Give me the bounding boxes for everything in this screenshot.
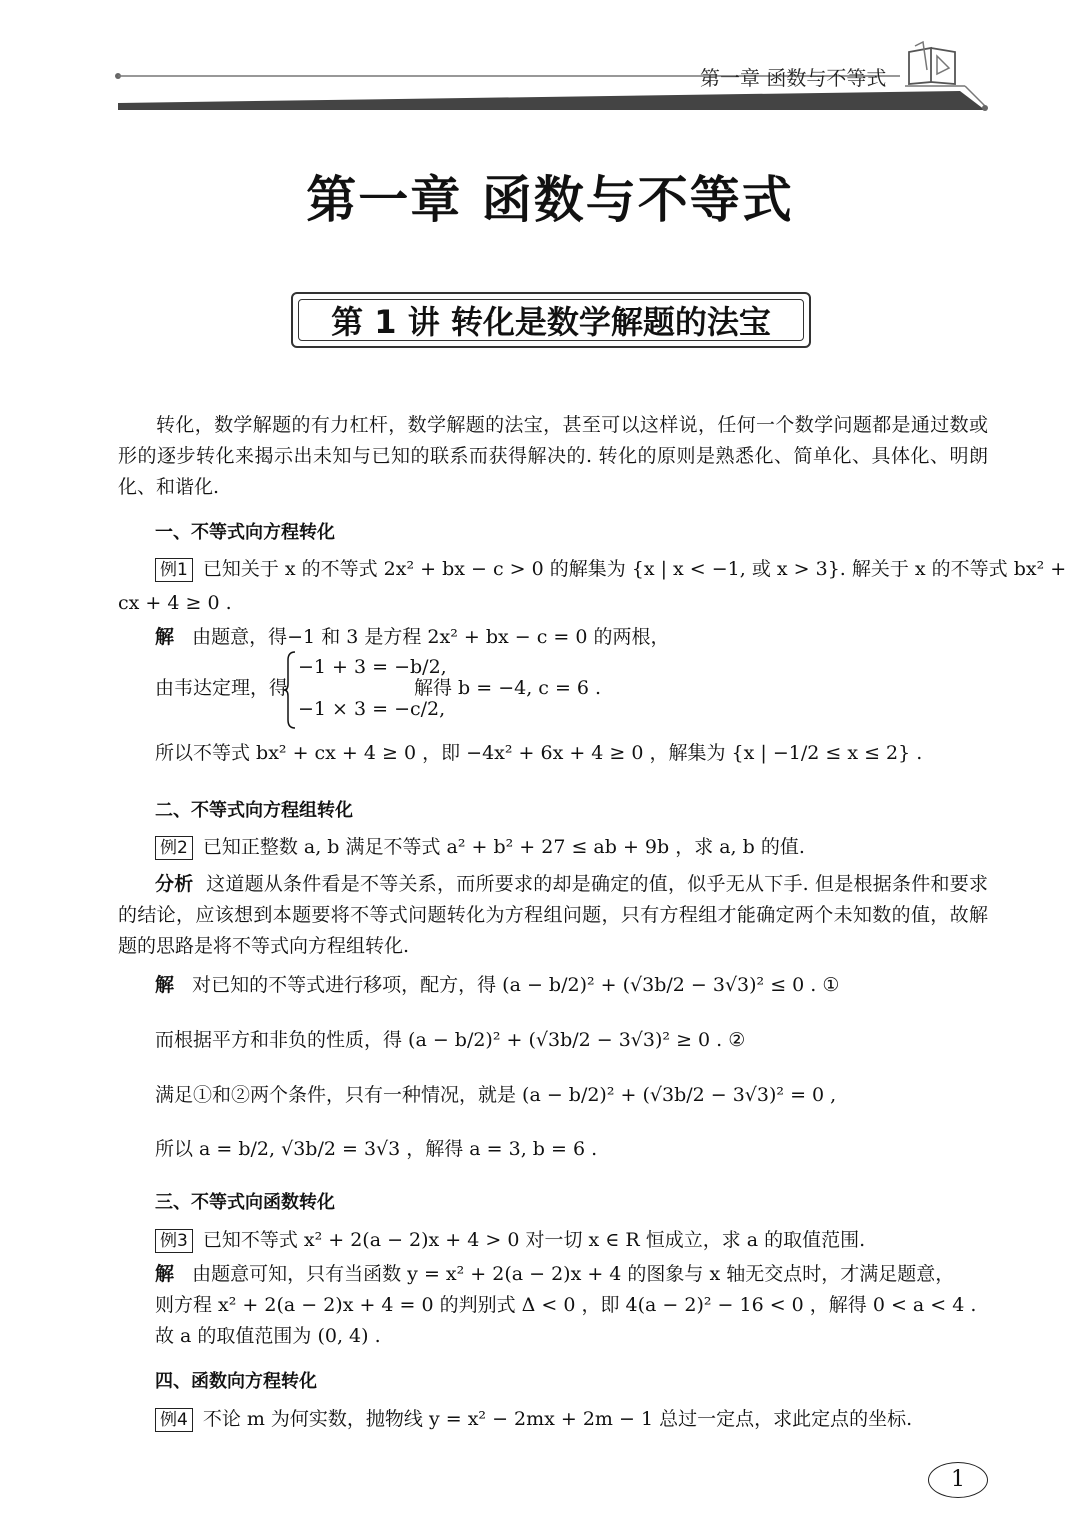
solution-label: 解 bbox=[155, 626, 175, 648]
solution-label: 解 bbox=[155, 1263, 175, 1285]
example-1-problem: 已知关于 x 的不等式 2x² + bx − c > 0 的解集为 {x | x < −1, 或 x > 3}. 解关于 x 的不等式 bx² + bbox=[202, 558, 1067, 580]
example-3-solution-line-2: 则方程 x² + 2(a − 2)x + 4 = 0 的判别式 Δ < 0 ，即 4(a − 2)² − 16 < 0 ，解得 0 < a < 4 . bbox=[155, 1294, 977, 1316]
example-1-solution-prefix: 由韦达定理，得 bbox=[155, 677, 289, 699]
book-icon bbox=[905, 40, 961, 86]
page-number: 1 bbox=[928, 1462, 988, 1498]
example-2-analysis: 分析 这道题从条件看是不等关系，而所要求的却是确定的值，似乎无从下手. 但是根据条件和要求的结论，应该想到本题要将不等式问题转化为方程组问题，只有方程组才能确定两个未知数的值，故解题的思路是将不等式向方程组转化. bbox=[118, 873, 988, 957]
example-1-solution-result: 解得 b = −4, c = 6 . bbox=[414, 677, 602, 699]
example-2-solution-line-1: 解 对已知的不等式进行移项，配方，得 (a − b/2)² + (√3b/2 − 3√3)² ≤ 0 . ① bbox=[155, 974, 840, 996]
section-heading-4: 四、函数向方程转化 bbox=[155, 1371, 317, 1392]
example-tag: 例1 bbox=[155, 558, 193, 582]
lecture-title: 第 1 讲 转化是数学解题的法宝 bbox=[298, 299, 804, 341]
system-equation-2: −1 × 3 = −c/2, bbox=[298, 698, 446, 720]
example-2-solution-line-3: 满足①和②两个条件，只有一种情况，就是 (a − b/2)² + (√3b/2 − 3√3)² = 0 , bbox=[155, 1084, 837, 1106]
lecture-title-box bbox=[291, 292, 811, 348]
example-tag: 例2 bbox=[155, 836, 193, 860]
example-tag: 例3 bbox=[155, 1229, 193, 1253]
example-2-problem: 已知正整数 a, b 满足不等式 a² + b² + 27 ≤ ab + 9b ，求 a, b 的值. bbox=[202, 836, 805, 858]
example-3 bbox=[155, 1225, 865, 1256]
example-1 bbox=[155, 554, 1066, 585]
system-brace bbox=[284, 650, 296, 730]
section-heading-2: 二、不等式向方程组转化 bbox=[155, 800, 353, 821]
solution-label: 解 bbox=[155, 974, 175, 996]
example-2-solution-line-4: 所以 a = b/2, √3b/2 = 3√3 ，解得 a = 3, b = 6 . bbox=[155, 1138, 598, 1160]
example-1-problem-cont: cx + 4 ≥ 0 . bbox=[118, 592, 232, 614]
example-3-problem: 已知不等式 x² + 2(a − 2)x + 4 > 0 对一切 x ∈ R 恒成立，求 a 的取值范围. bbox=[202, 1229, 866, 1251]
chapter-title: 第一章 函数与不等式 bbox=[306, 171, 794, 229]
example-1-solution-line-3: 所以不等式 bx² + cx + 4 ≥ 0 ，即 −4x² + 6x + 4 ≥ 0 ，解集为 {x | −1/2 ≤ x ≤ 2} . bbox=[155, 742, 923, 764]
example-4-problem: 不论 m 为何实数，抛物线 y = x² − 2mx + 2m − 1 总过一定点，求此定点的坐标. bbox=[202, 1408, 913, 1430]
system-equation-1: −1 + 3 = −b/2, bbox=[298, 656, 447, 678]
running-header: 第一章 函数与不等式 bbox=[700, 66, 887, 90]
example-2-solution-line-2: 而根据平方和非负的性质，得 (a − b/2)² + (√3b/2 − 3√3)² ≥ 0 . ② bbox=[155, 1029, 746, 1051]
example-3-solution-line-1: 解 由题意可知，只有当函数 y = x² + 2(a − 2)x + 4 的图象与 x 轴无交点时，才满足题意， bbox=[155, 1263, 955, 1285]
example-3-solution-line-3: 故 a 的取值范围为 (0, 4) . bbox=[155, 1325, 381, 1347]
example-1-solution-line-1: 解 由题意，得−1 和 3 是方程 2x² + bx − c = 0 的两根， bbox=[155, 626, 670, 648]
example-2 bbox=[155, 832, 805, 863]
intro-paragraph: 转化，数学解题的有力杠杆，数学解题的法宝，甚至可以这样说，任何一个数学问题都是通过数或形的逐步转化来揭示出未知与已知的联系而获得解决的. 转化的原则是熟悉化、简单化、具体化、明朗化、和谐化. bbox=[118, 414, 988, 498]
section-heading-1: 一、不等式向方程转化 bbox=[155, 522, 335, 543]
section-heading-3: 三、不等式向函数转化 bbox=[155, 1192, 335, 1213]
example-4 bbox=[155, 1404, 912, 1435]
analysis-label: 分析 bbox=[155, 873, 194, 895]
example-tag: 例4 bbox=[155, 1408, 193, 1432]
